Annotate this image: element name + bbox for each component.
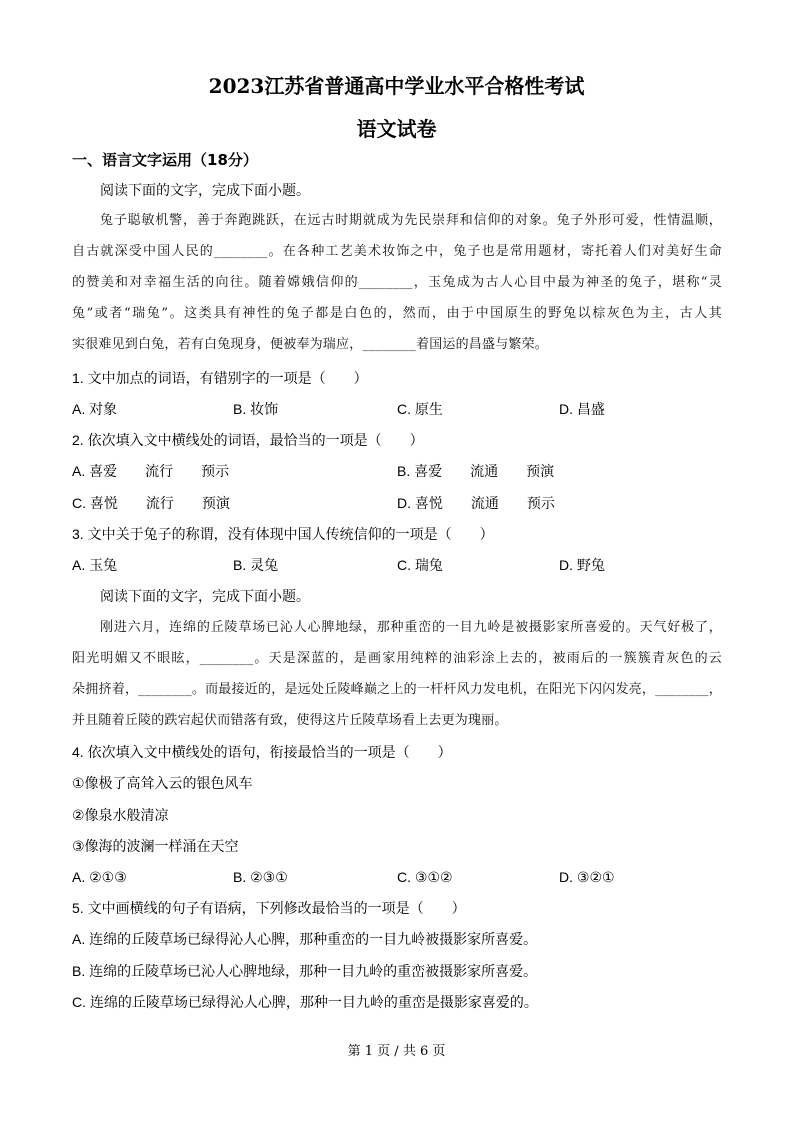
passage1-line: 兔”或者“瑞兔”。这类具有神性的兔子都是白色的，然而，由于中国原生的野兔以棕灰色为主，古人其 bbox=[72, 306, 722, 321]
q3-option-b[interactable]: B. 灵兔 bbox=[233, 557, 279, 573]
q4-option-b[interactable]: B. ②③① bbox=[233, 869, 288, 885]
q1-option-a[interactable]: A. 对象 bbox=[72, 401, 118, 417]
q1-option-d[interactable]: D. 昌盛 bbox=[559, 401, 605, 417]
q4-option-c[interactable]: C. ③①② bbox=[397, 869, 453, 885]
q4-item: ②像泉水般清凉 bbox=[72, 807, 169, 823]
exam-subtitle: 语文试卷 bbox=[356, 117, 437, 141]
q1-option-b[interactable]: B. 妆饰 bbox=[233, 401, 279, 417]
q3-option-c[interactable]: C. 瑞兔 bbox=[397, 557, 443, 573]
question-5-stem: 5. 文中画横线的句子有语病，下列修改最恰当的一项是（ ） bbox=[72, 900, 466, 916]
q4-option-d[interactable]: D. ③②① bbox=[559, 869, 615, 885]
passage1-line: 兔子聪敏机警，善于奔跑跳跃，在远古时期就成为先民崇拜和信仰的对象。兔子外形可爱，性情温顺， bbox=[100, 213, 722, 228]
section-heading: 一、语言文字运用（18分） bbox=[72, 151, 258, 169]
q3-option-a[interactable]: A. 玉兔 bbox=[72, 557, 118, 573]
q2-option-a[interactable]: A. 喜爱 流行 预示 bbox=[72, 463, 230, 479]
question-3-stem: 3. 文中关于兔子的称谓，没有体现中国人传统信仰的一项是（ ） bbox=[72, 526, 494, 542]
passage2-line: 阳光明媚又不眼眩，________。天是深蓝的，是画家用纯粹的油彩涂上去的，被雨后的一簇簇青灰色的云 bbox=[72, 651, 722, 666]
q2-option-d[interactable]: D. 喜悦 流通 预示 bbox=[397, 495, 555, 511]
q5-option-c[interactable]: C. 连绵的丘陵草场已绿得沁人心脾，那种一目九岭的重峦是摄影家喜爱的。 bbox=[72, 994, 538, 1010]
q5-option-b[interactable]: B. 连绵的丘陵草场已沁人心脾地绿，那种一目九岭的重峦被摄影家所喜爱。 bbox=[72, 963, 538, 979]
passage2-line: 朵拥挤着，________。而最接近的，是远处丘陵峰巅之上的一杆杆风力发电机，在阳光下闪闪发亮，________， bbox=[72, 682, 722, 697]
q4-item: ①像极了高耸入云的银色风车 bbox=[72, 775, 253, 791]
passage2-line: 刚进六月，连绵的丘陵草场已沁人心脾地绿，那种重峦的一目九岭是被摄影家所喜爱的。天气好极了， bbox=[100, 620, 722, 635]
question-1-stem: 1. 文中加点的词语，有错别字的一项是（ ） bbox=[72, 370, 368, 386]
q4-item: ③像海的波澜一样涌在天空 bbox=[72, 838, 239, 854]
passage1-line: 的赞美和对幸福生活的向往。随着嫦娥信仰的________，玉兔成为古人心目中最为神圣的兔子，堪称“灵 bbox=[72, 275, 722, 290]
q2-option-c[interactable]: C. 喜悦 流行 预演 bbox=[72, 495, 230, 511]
passage2-line: 并且随着丘陵的跌宕起伏而错落有致，使得这片丘陵草场看上去更为瑰丽。 bbox=[72, 713, 508, 728]
passage1-intro: 阅读下面的文字，完成下面小题。 bbox=[100, 182, 310, 198]
question-2-stem: 2. 依次填入文中横线处的词语，最恰当的一项是（ ） bbox=[72, 432, 424, 448]
exam-title: 2023江苏省普通高中学业水平合格性考试 bbox=[208, 74, 585, 98]
passage2-intro: 阅读下面的文字，完成下面小题。 bbox=[100, 588, 310, 604]
q3-option-d[interactable]: D. 野兔 bbox=[559, 557, 605, 573]
page-number: 第 1 页 / 共 6 页 bbox=[347, 1044, 446, 1059]
q4-option-a[interactable]: A. ②①③ bbox=[72, 869, 127, 885]
passage1-line: 实很难见到白兔，若有白兔现身，便被奉为瑞应，________着国运的昌盛与繁荣。 bbox=[72, 337, 549, 352]
passage1-line: 自古就深受中国人民的________。在各种工艺美术妆饰之中，兔子也是常用题材，寄托着人们对美好生命 bbox=[72, 244, 722, 259]
question-4-stem: 4. 依次填入文中横线处的语句，衔接最恰当的一项是（ ） bbox=[72, 744, 452, 760]
q1-option-c[interactable]: C. 原生 bbox=[397, 401, 443, 417]
q5-option-a[interactable]: A. 连绵的丘陵草场已绿得沁人心脾，那种重峦的一目九岭被摄影家所喜爱。 bbox=[72, 931, 538, 947]
q2-option-b[interactable]: B. 喜爱 流通 预演 bbox=[397, 463, 555, 479]
